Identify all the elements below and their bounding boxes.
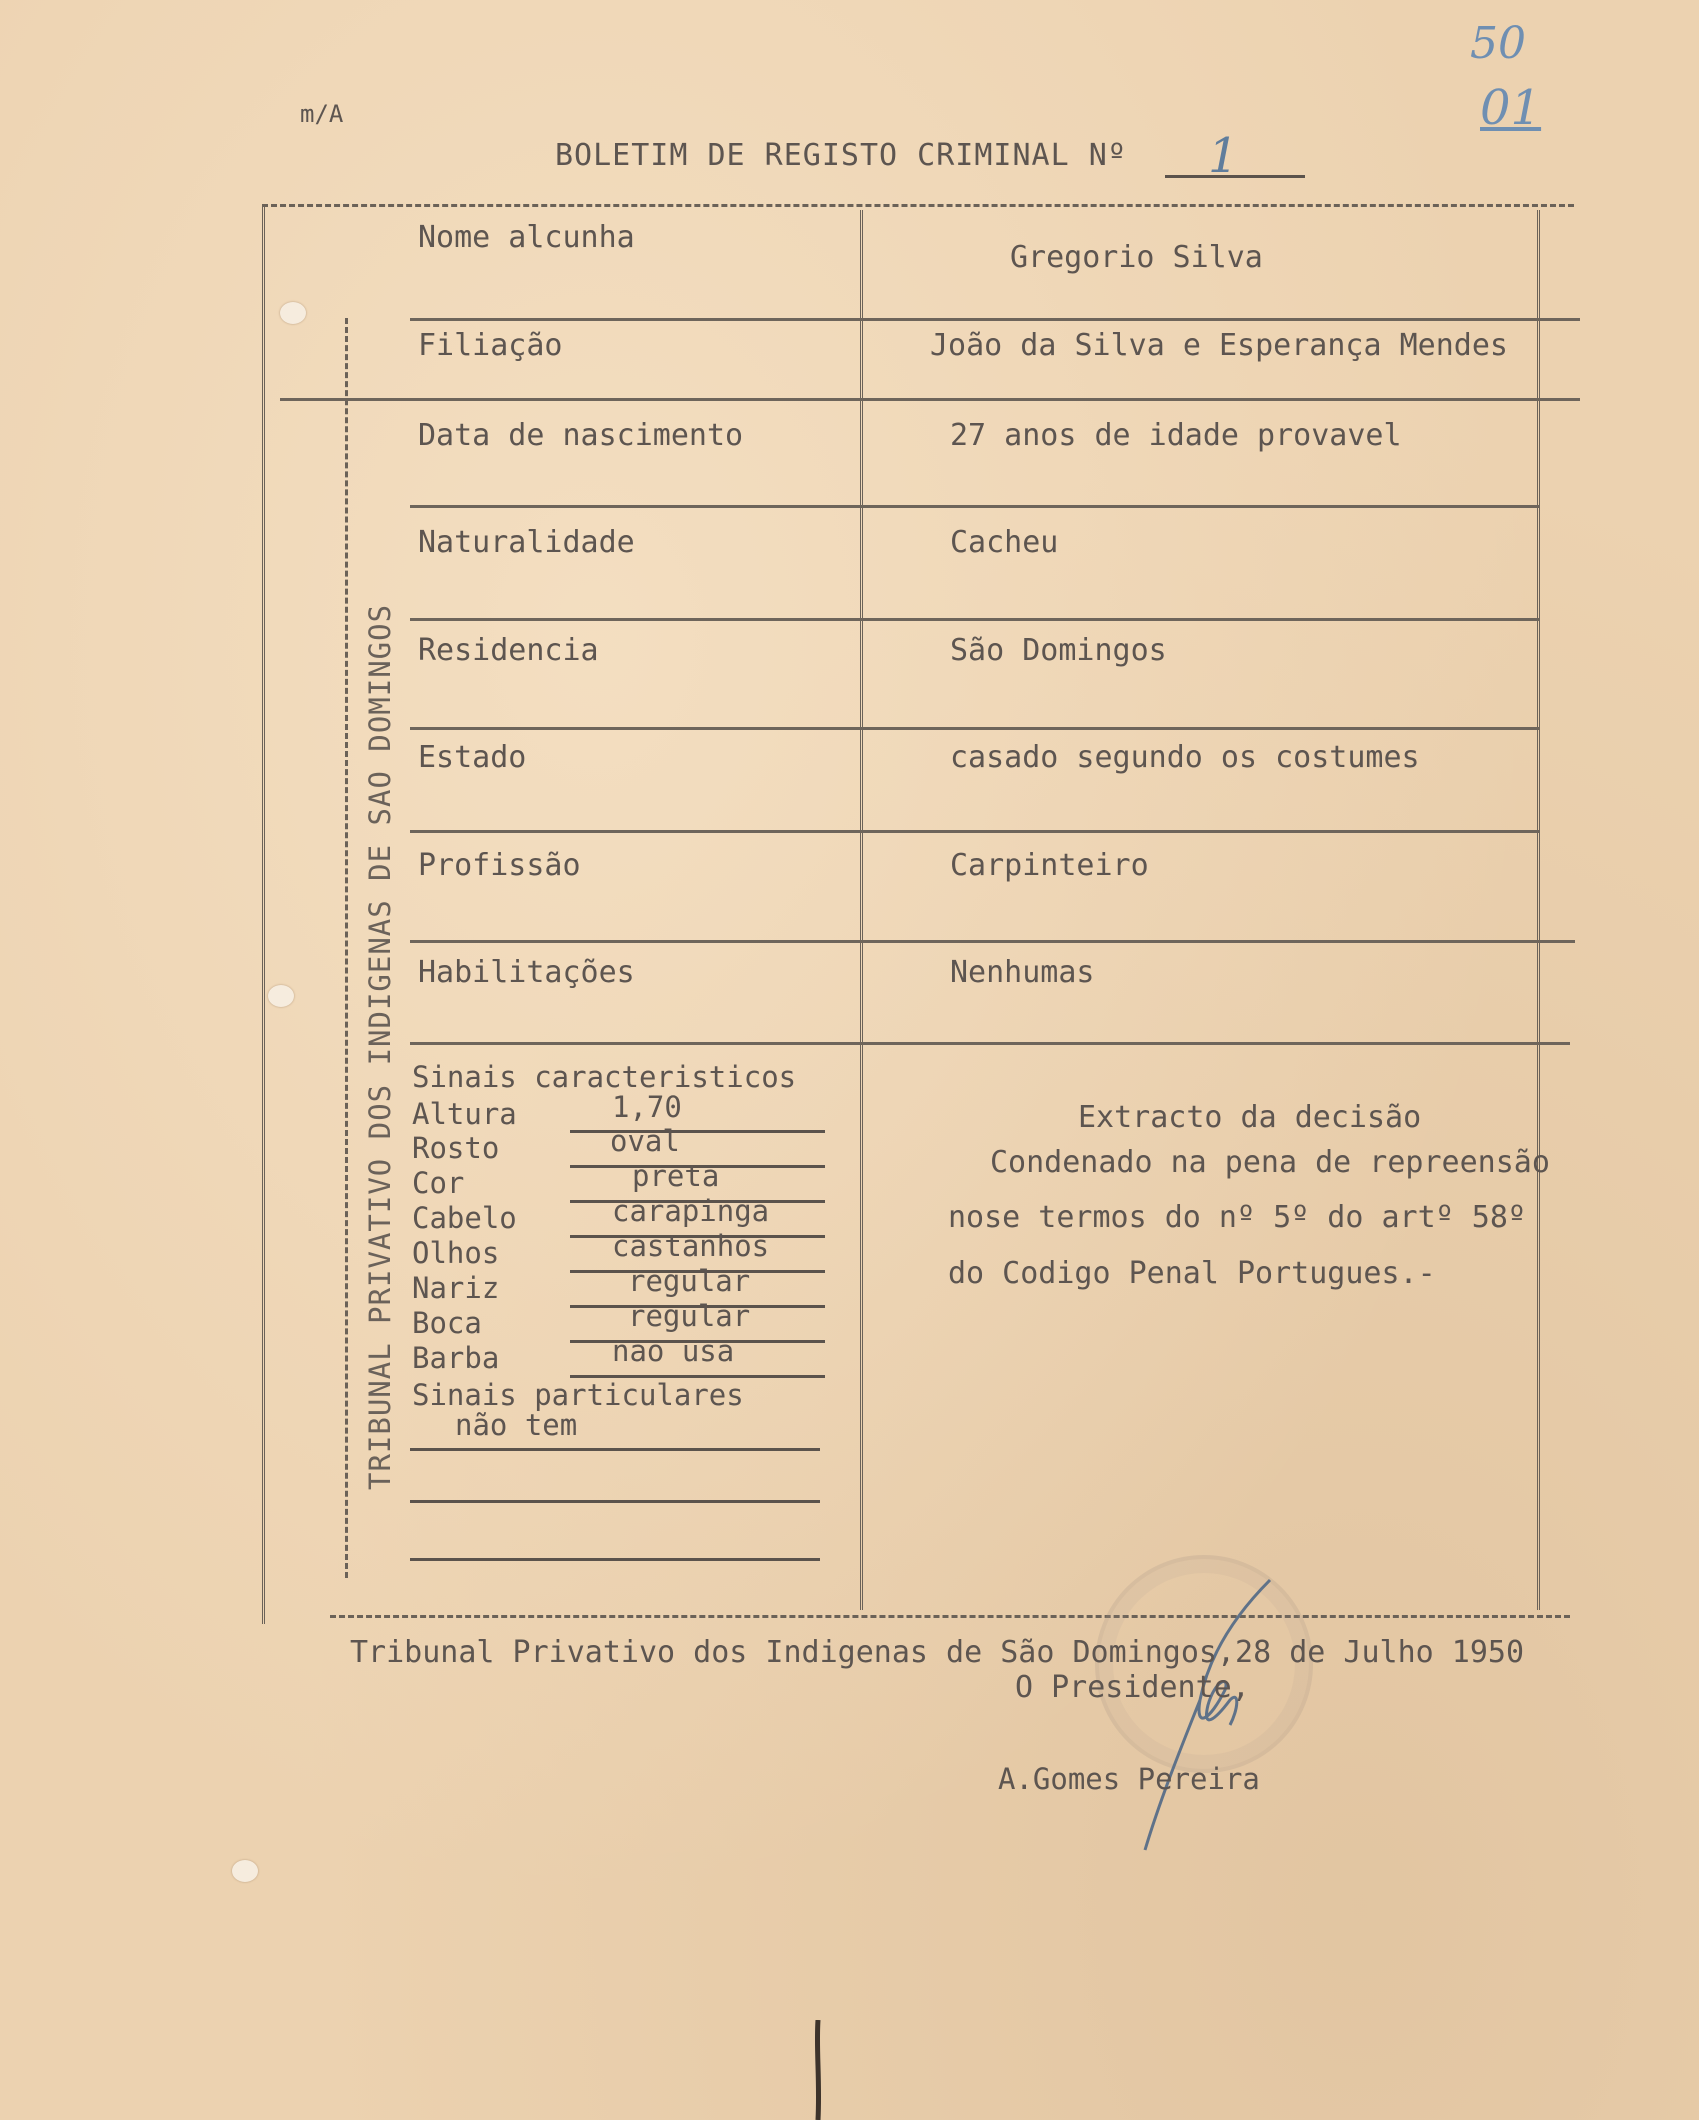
decision-line: Condenado na pena de repreensão bbox=[990, 1145, 1550, 1180]
label-data-nascimento: Data de nascimento bbox=[418, 418, 744, 453]
row-separator bbox=[410, 318, 1580, 321]
row-separator bbox=[410, 618, 1540, 621]
president-signature bbox=[1090, 1570, 1290, 1860]
sign-label-cabelo: Cabelo bbox=[412, 1201, 517, 1235]
row-separator bbox=[410, 940, 1575, 943]
sign-value-rosto: oval bbox=[610, 1124, 680, 1158]
sign-label-barba: Barba bbox=[412, 1341, 500, 1375]
table-left-border bbox=[262, 204, 268, 1624]
punch-hole bbox=[232, 1860, 258, 1882]
sign-value-cabelo: carapinga bbox=[612, 1194, 770, 1228]
label-habilitacoes: Habilitações bbox=[418, 955, 635, 990]
row-separator bbox=[410, 727, 1540, 730]
table-bottom-border bbox=[330, 1615, 1570, 1618]
sign-label-olhos: Olhos bbox=[412, 1236, 500, 1270]
sign-underline bbox=[410, 1500, 820, 1503]
value-habilitacoes: Nenhumas bbox=[950, 955, 1095, 990]
sign-particular-label: Sinais particulares bbox=[412, 1378, 744, 1412]
sign-value-altura: 1,70 bbox=[612, 1090, 682, 1124]
decision-line: nose termos do nº 5º do artº 58º bbox=[948, 1200, 1526, 1235]
value-naturalidade: Cacheu bbox=[950, 525, 1059, 560]
footer-role: O Presidente, bbox=[1015, 1670, 1250, 1705]
table-inner-left-border bbox=[345, 318, 348, 1578]
table-top-border bbox=[262, 204, 1574, 207]
decision-line: do Codigo Penal Portugues.- bbox=[948, 1256, 1436, 1291]
value-data-nascimento: 27 anos de idade provavel bbox=[950, 418, 1402, 453]
decision-heading: Extracto da decisão bbox=[1078, 1100, 1422, 1135]
signs-heading: Sinais caracteristicos bbox=[412, 1060, 797, 1094]
label-naturalidade: Naturalidade bbox=[418, 525, 635, 560]
sign-value-cor: preta bbox=[632, 1159, 720, 1193]
sign-value-nariz: regular bbox=[628, 1264, 751, 1298]
table-middle-divider bbox=[860, 210, 866, 1610]
registry-number-underline bbox=[1165, 175, 1305, 178]
footer-place-date: Tribunal Privativo dos Indigenas de São Domingos,28 de Julho 1950 bbox=[350, 1635, 1524, 1670]
reference-mark: m/A bbox=[300, 100, 344, 128]
sign-label-cor: Cor bbox=[412, 1166, 465, 1200]
row-separator bbox=[410, 830, 1540, 833]
sign-underline bbox=[570, 1130, 825, 1133]
corner-mark-top: 50 bbox=[1470, 18, 1526, 69]
registry-number: 1 bbox=[1208, 128, 1239, 184]
sign-particular-value: não tem bbox=[455, 1408, 578, 1442]
table-right-border bbox=[1537, 210, 1543, 1610]
binding-mark bbox=[808, 2020, 828, 2120]
row-separator bbox=[410, 1042, 1570, 1045]
value-filiacao: João da Silva e Esperança Mendes bbox=[930, 328, 1508, 363]
row-separator bbox=[410, 505, 1540, 508]
label-estado: Estado bbox=[418, 740, 527, 775]
value-nome-alcunha: Gregorio Silva bbox=[1010, 240, 1263, 275]
punch-hole bbox=[280, 302, 306, 324]
sign-label-nariz: Nariz bbox=[412, 1271, 500, 1305]
label-residencia: Residencia bbox=[418, 633, 599, 668]
sign-value-boca: regular bbox=[628, 1299, 751, 1333]
document-title: BOLETIM DE REGISTO CRIMINAL Nº bbox=[555, 138, 1127, 173]
sign-value-barba: nao usa bbox=[612, 1334, 735, 1368]
sign-underline bbox=[410, 1558, 820, 1561]
punch-hole bbox=[268, 985, 294, 1007]
footer-name: A.Gomes Pereira bbox=[998, 1762, 1260, 1796]
sign-underline bbox=[410, 1448, 820, 1451]
value-profissao: Carpinteiro bbox=[950, 848, 1149, 883]
value-estado: casado segundo os costumes bbox=[950, 740, 1420, 775]
value-residencia: São Domingos bbox=[950, 633, 1167, 668]
label-filiacao: Filiação bbox=[418, 328, 563, 363]
row-separator bbox=[280, 398, 1580, 401]
corner-mark-bottom: 01 bbox=[1480, 80, 1542, 136]
sign-label-rosto: Rosto bbox=[412, 1131, 500, 1165]
label-nome-alcunha: Nome alcunha bbox=[418, 220, 635, 255]
sign-value-olhos: castanhos bbox=[612, 1229, 770, 1263]
court-name-vertical: TRIBUNAL PRIVATIVO DOS INDIGENAS DE SAO DOMINGOS bbox=[363, 603, 397, 1490]
sign-label-altura: Altura bbox=[412, 1097, 517, 1131]
label-profissao: Profissão bbox=[418, 848, 581, 883]
sign-label-boca: Boca bbox=[412, 1306, 482, 1340]
